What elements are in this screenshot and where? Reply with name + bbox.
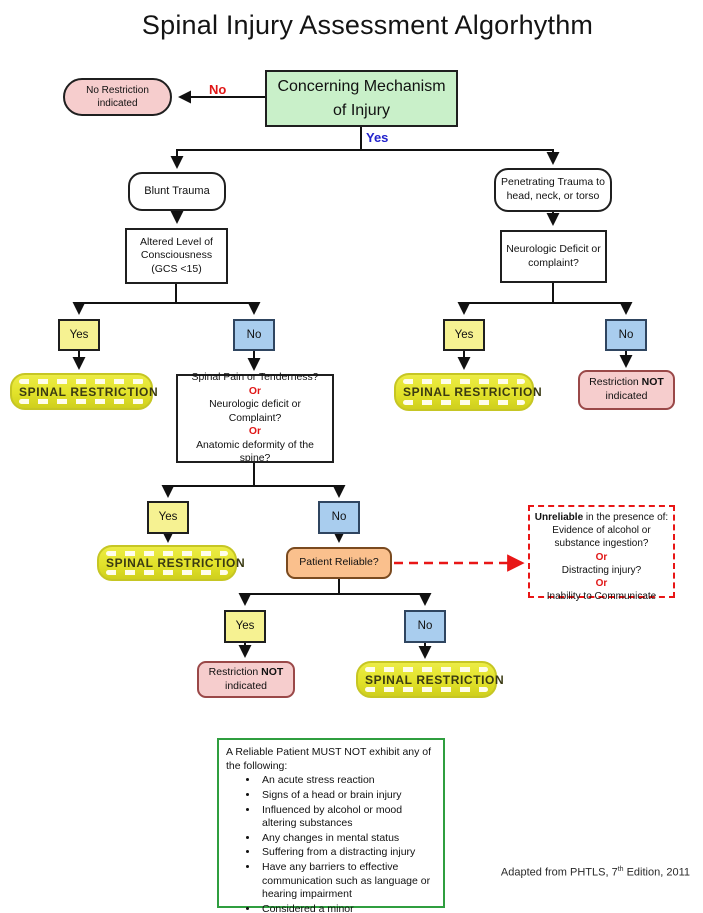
board-handle-holes-bottom (19, 399, 144, 404)
node-label: No Restriction indicated (86, 85, 149, 109)
or-label: Or (248, 385, 262, 397)
or-label: Or (595, 551, 608, 563)
node-no-restriction-indicated (63, 78, 172, 116)
node-spinal-pain-questions (176, 374, 334, 463)
board-handle-holes-top (403, 379, 525, 384)
node-label: Neurologic Deficit or complaint? (506, 242, 601, 269)
criteria-item: • Considered a minor (259, 903, 437, 913)
criteria-item: • Signs of a head or brain injury (259, 789, 437, 803)
node-neurologic-deficit (500, 230, 607, 283)
board-handle-holes-bottom (403, 400, 525, 405)
branch-label-yes: Yes (366, 130, 389, 145)
node-yes-spinal-pain: Yes (147, 501, 189, 534)
board-handle-holes-top (19, 379, 144, 384)
spinal-restriction-board (394, 373, 543, 411)
node-no-neurologic: No (605, 319, 647, 351)
criteria-item: • Have any barriers to effective communication such as language or hearing impairment (259, 861, 437, 902)
reliable-patient-criteria-box (217, 738, 445, 913)
node-restriction-not-indicated (197, 661, 295, 698)
node-restriction-not-indicated (578, 370, 675, 410)
node-label: Penetrating Trauma to head, neck, or torso (501, 176, 605, 202)
criteria-item: • Influenced by alcohol or mood altering substances (259, 804, 437, 831)
unreliable-title: Unreliable in the presence of: (534, 512, 669, 523)
page-title: Spinal Injury Assessment Algorhythm (141, 10, 594, 40)
node-yes-reliable: Yes (224, 610, 266, 643)
board-handle-holes-top (365, 667, 488, 672)
node-yes-neurologic: Yes (443, 319, 485, 351)
node-unreliable-definition (528, 505, 675, 603)
node-no-spinal-pain: No (318, 501, 360, 534)
node-label: Concerning Mechanism of Injury (277, 78, 446, 119)
node-label: Restriction NOT indicated (208, 665, 284, 692)
board-handle-holes-bottom (106, 570, 228, 575)
criteria-item: • An acute stress reaction (259, 774, 437, 788)
node-concerning-mechanism (265, 70, 458, 127)
board-handle-holes-bottom (365, 687, 488, 692)
node-patient-reliable: Patient Reliable? (286, 547, 392, 579)
criteria-list (226, 774, 437, 913)
node-no-altered: No (233, 319, 275, 351)
node-altered-consciousness (125, 228, 228, 284)
spinal-restriction-label: SPINAL RESTRICTION (106, 556, 246, 570)
spinal-restriction-board (97, 545, 246, 581)
question-line: Neurologic deficit or Complaint? (209, 399, 301, 424)
or-label: Or (595, 577, 608, 589)
node-label: Restriction NOT indicated (589, 376, 664, 402)
node-blunt-trauma (128, 172, 226, 211)
spinal-restriction-board (356, 661, 505, 698)
spinal-restriction-label: SPINAL RESTRICTION (19, 384, 159, 399)
unreliable-item: Distracting injury? (561, 564, 642, 576)
unreliable-item: Inability to Communicate (546, 591, 657, 603)
spinal-restriction-board (10, 373, 159, 410)
criteria-item: • Any changes in mental status (259, 832, 437, 846)
criteria-intro: A Reliable Patient MUST NOT exhibit any of the following: (226, 746, 432, 772)
source-credit: Adapted from PHTLS, 7th Edition, 2011 (500, 866, 690, 879)
branch-label-no: No (209, 82, 227, 97)
unreliable-item: Evidence of alcohol or substance ingestion? (552, 525, 651, 550)
question-line: Anatomic deformity of the spine? (196, 439, 314, 465)
node-no-reliable: No (404, 610, 446, 643)
spinal-restriction-label: SPINAL RESTRICTION (365, 672, 505, 687)
node-yes-altered: Yes (58, 319, 100, 351)
spinal-restriction-label: SPINAL RESTRICTION (403, 385, 543, 399)
node-label: Altered Level of Consciousness (GCS <15) (140, 235, 213, 275)
node-label: Blunt Trauma (144, 185, 210, 198)
question-line: Spinal Pain or Tenderness? (191, 372, 319, 384)
criteria-item: • Suffering from a distracting injury (259, 846, 437, 860)
or-label: Or (248, 426, 262, 438)
node-penetrating-trauma (494, 168, 612, 212)
